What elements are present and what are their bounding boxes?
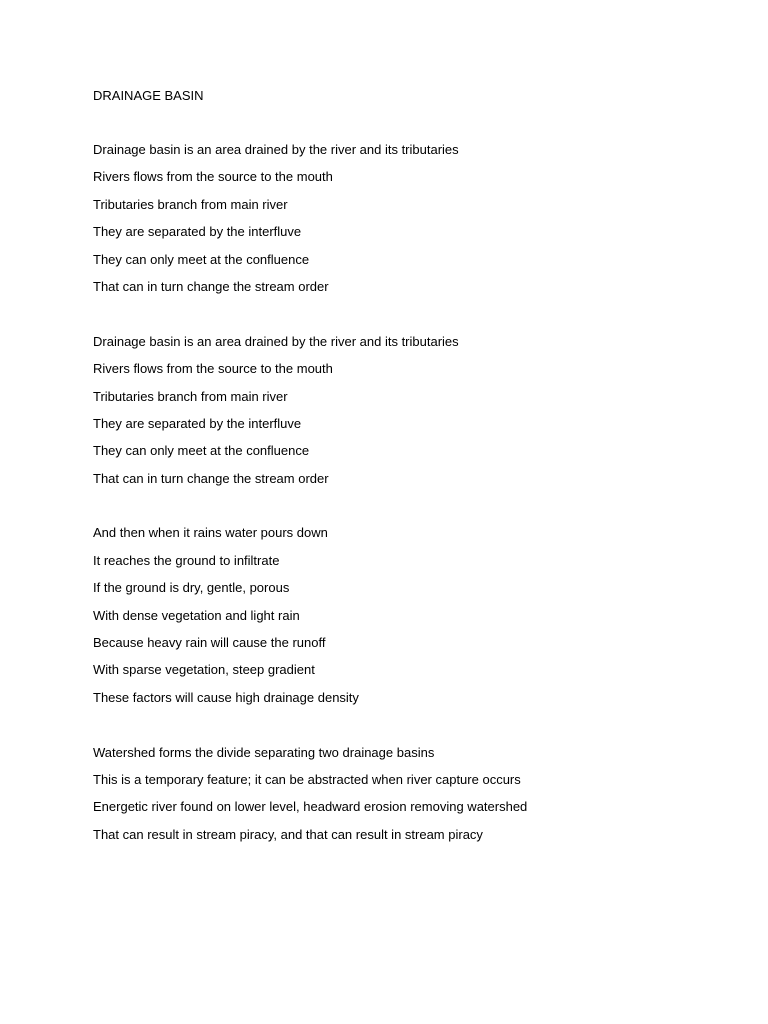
stanza-3	[93, 524, 713, 716]
text-line: Tributaries branch from main river	[93, 196, 288, 212]
text-line: That can result in stream piracy, and that can result in stream piracy	[93, 826, 483, 842]
text-line: They are separated by the interfluve	[93, 415, 302, 431]
text-line: Drainage basin is an area drained by the river and its tributaries	[93, 142, 459, 157]
document-title: DRAINAGE BASIN	[93, 88, 204, 103]
text-line: Energetic river found on lower level, headward erosion removing watershed	[93, 799, 528, 815]
stanza-1	[93, 141, 713, 305]
text-line: With sparse vegetation, steep gradient	[93, 662, 315, 678]
stanza-2	[93, 333, 713, 497]
text-line: Tributaries branch from main river	[93, 388, 288, 404]
text-line: Rivers flows from the source to the mouth	[93, 169, 333, 185]
text-line: That can in turn change the stream order	[93, 470, 329, 486]
text-line: Watershed forms the divide separating two drainage basins	[93, 744, 435, 760]
text-line: These factors will cause high drainage density	[93, 689, 359, 705]
text-line: Rivers flows from the source to the mouth	[93, 361, 333, 377]
text-line: That can in turn change the stream order	[93, 278, 329, 294]
text-line: Drainage basin is an area drained by the river and its tributaries	[93, 333, 459, 349]
text-line: This is a temporary feature; it can be abstracted when river capture occurs	[93, 771, 521, 787]
text-line: And then when it rains water pours down	[93, 525, 328, 541]
text-line: It reaches the ground to infiltrate	[93, 552, 280, 568]
document-body	[93, 86, 713, 853]
text-line: If the ground is dry, gentle, porous	[93, 580, 290, 596]
stanza-4	[93, 744, 713, 854]
text-line: Because heavy rain will cause the runoff	[93, 635, 326, 651]
text-line: They can only meet at the confluence	[93, 251, 310, 267]
text-line: They are separated by the interfluve	[93, 224, 302, 240]
text-line: With dense vegetation and light rain	[93, 607, 300, 623]
text-line: They can only meet at the confluence	[93, 443, 310, 459]
